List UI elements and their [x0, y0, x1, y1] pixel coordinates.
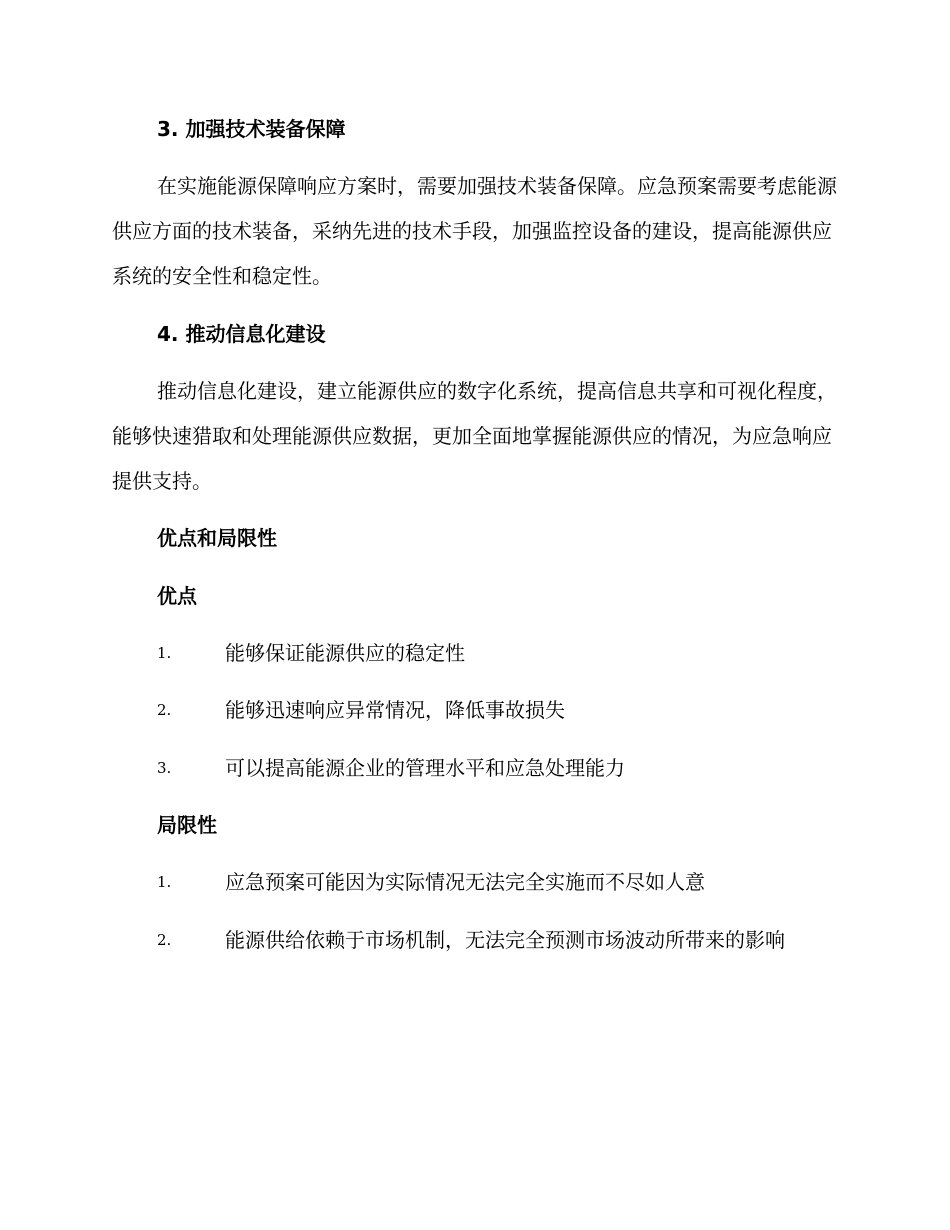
list-item-text: 可以提高能源企业的管理水平和应急处理能力: [225, 756, 625, 780]
limitations-heading: 局限性: [157, 813, 217, 837]
list-item-number: 2.: [157, 931, 172, 949]
list-item-number: 1.: [157, 644, 172, 662]
list-item-text: 能够保证能源供应的稳定性: [225, 641, 465, 665]
list-item-number: 1.: [157, 873, 172, 891]
list-item-text: 能源供给依赖于市场机制，无法完全预测市场波动所带来的影响: [225, 928, 785, 952]
list-item-number: 3.: [157, 759, 172, 777]
advantages-heading: 优点: [157, 584, 197, 608]
section-4-heading: 4. 推动信息化建设: [157, 322, 326, 346]
list-item-number: 2.: [157, 701, 172, 719]
section-4-paragraph: 推动信息化建设，建立能源供应的数字化系统，提高信息共享和可视化程度，能够快速猎取和处理能源供应数据，更加全面地掌握能源供应的情况，为应急响应提供支持。: [112, 379, 837, 493]
section-3-heading: 3. 加强技术装备保障: [157, 117, 346, 141]
list-item-text: 能够迅速响应异常情况，降低事故损失: [225, 698, 565, 722]
section-3-paragraph: 在实施能源保障响应方案时，需要加强技术装备保障。应急预案需要考虑能源供应方面的技术装备，采纳先进的技术手段，加强监控设备的建设，提高能源供应系统的安全性和稳定性。: [112, 174, 837, 288]
list-item-text: 应急预案可能因为实际情况无法完全实施而不尽如人意: [225, 870, 705, 894]
pros-cons-heading: 优点和局限性: [157, 526, 277, 550]
